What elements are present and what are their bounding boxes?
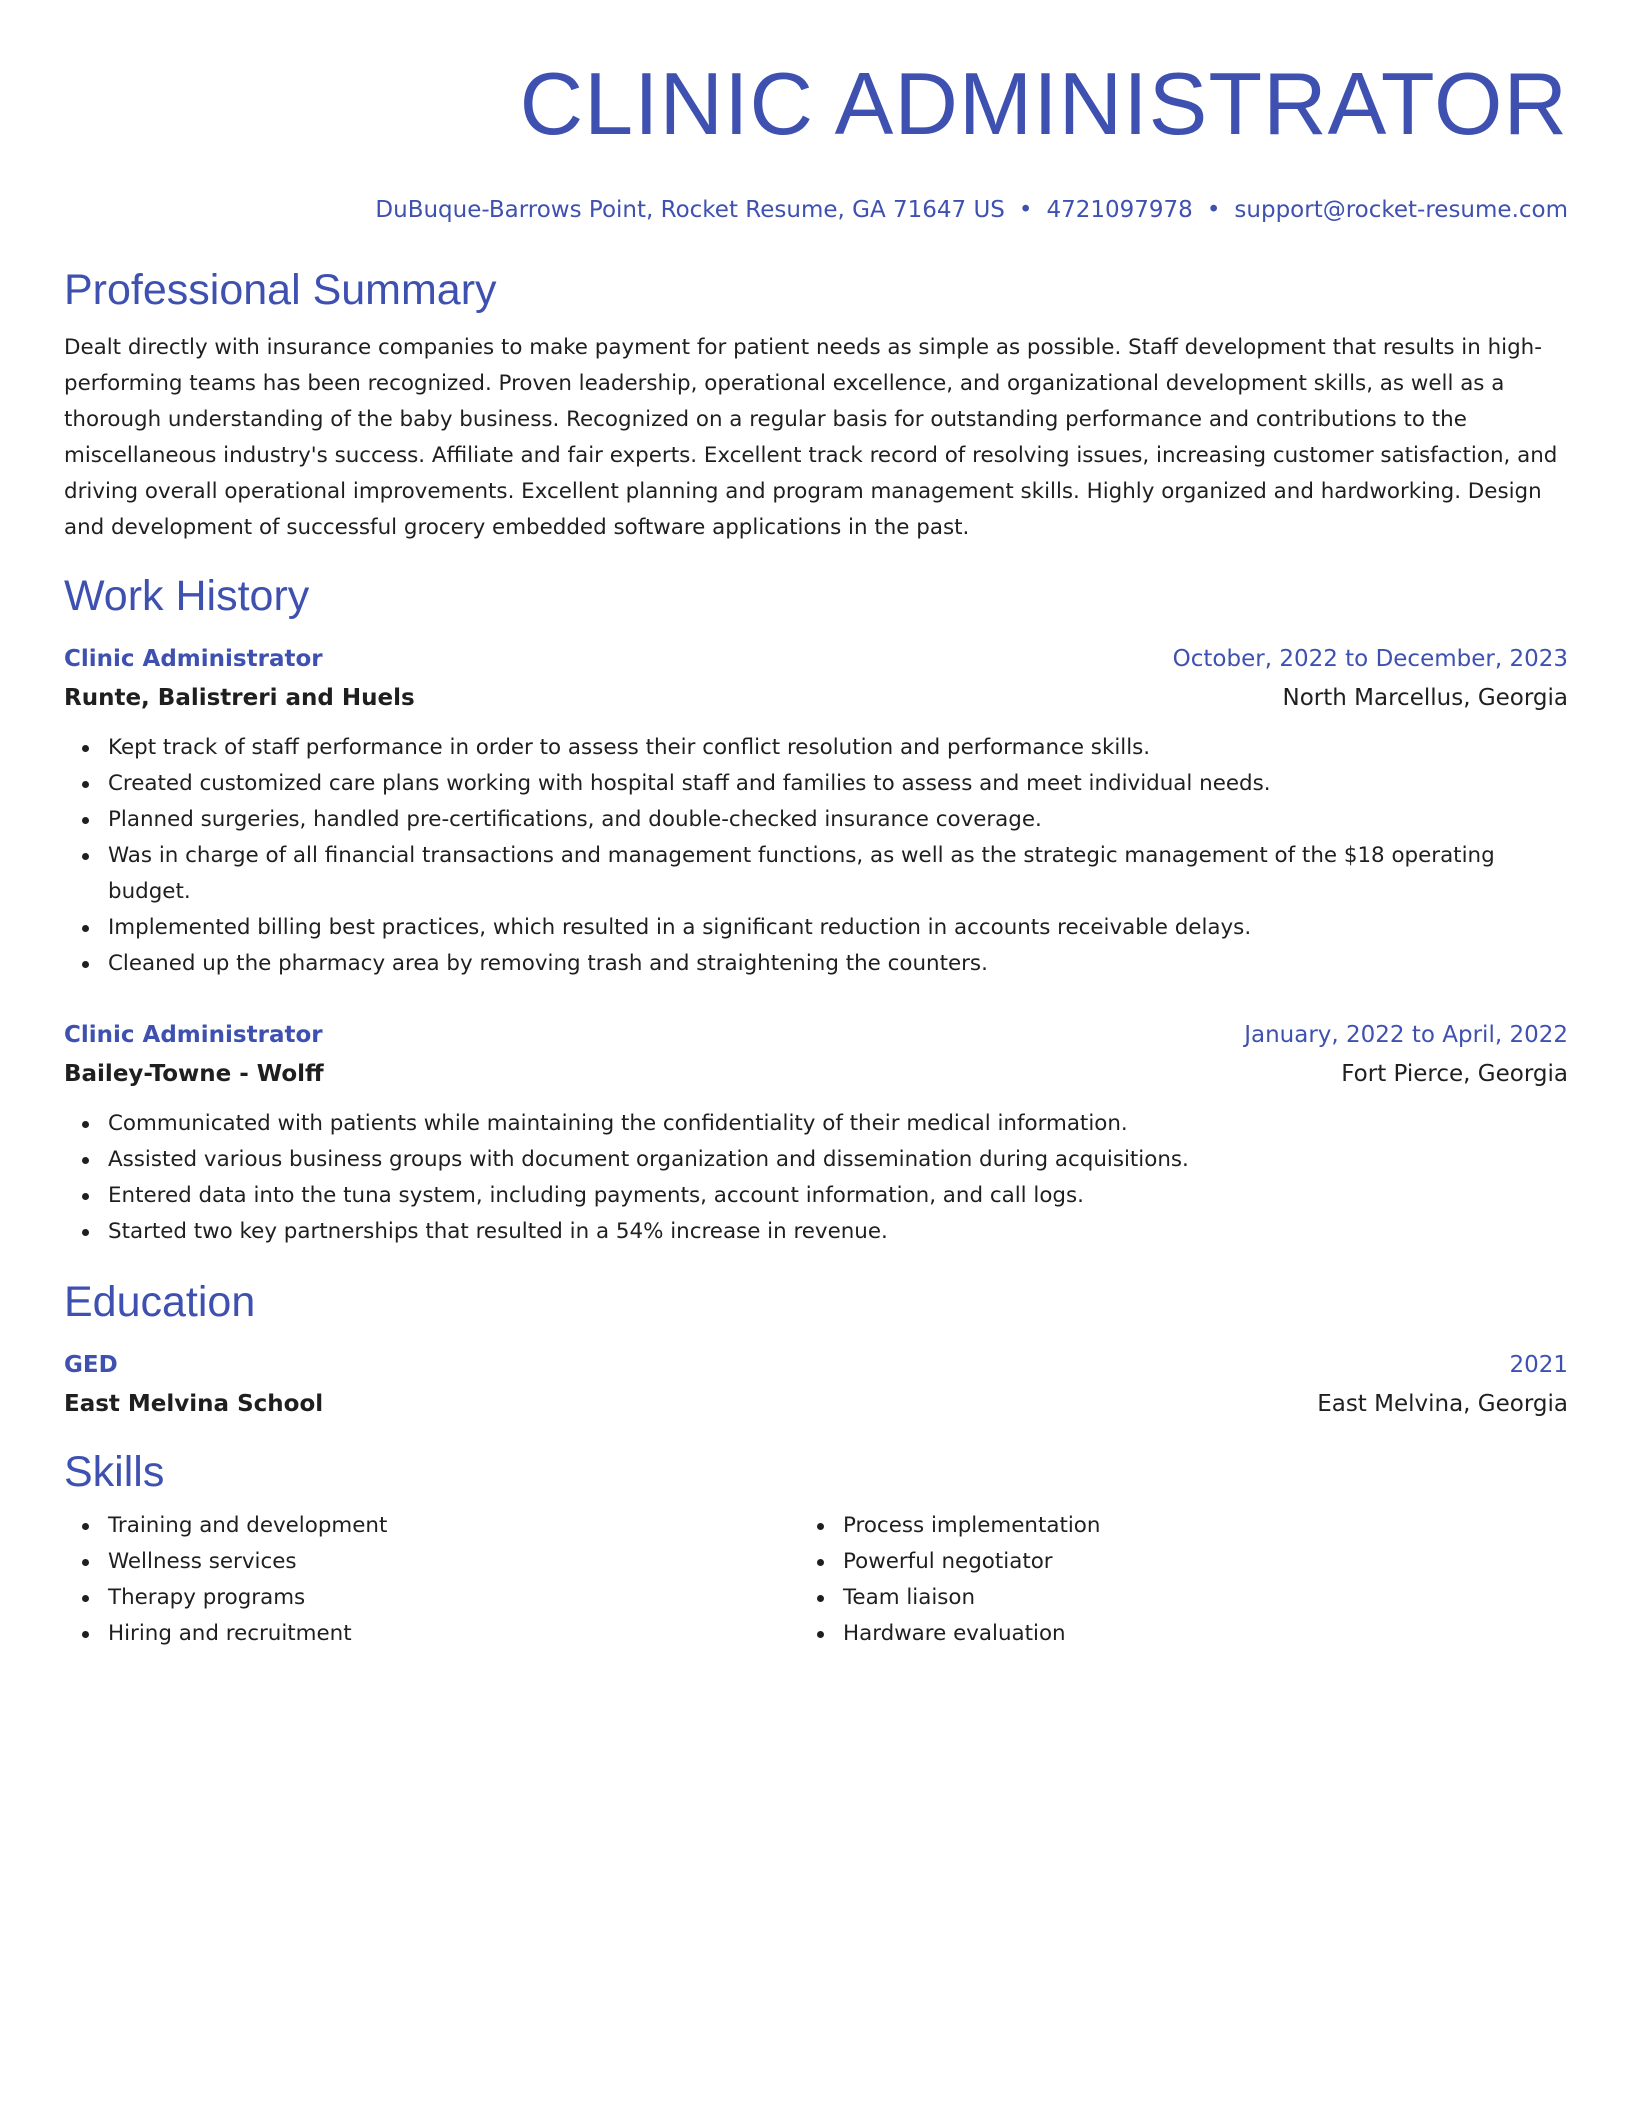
education-year: 2021 — [1509, 1352, 1568, 1378]
job-company-row — [64, 678, 1568, 718]
job-bullet: Was in charge of all financial transactions and management functions, as well as the strategic management of the $18 operating budget. — [108, 838, 1568, 910]
job-dates: January, 2022 to April, 2022 — [1244, 1022, 1568, 1048]
job-bullet: Communicated with patients while maintaining the confidentiality of their medical information. — [108, 1106, 1568, 1142]
resume-header — [64, 0, 1568, 224]
job-bullet: Started two key partnerships that resulted in a 54% increase in revenue. — [108, 1214, 1568, 1250]
skill-item: Team liaison — [843, 1580, 1534, 1616]
work-history-heading: Work History — [64, 572, 310, 620]
skills-column-right — [799, 1508, 1534, 1652]
skill-item: Training and development — [108, 1508, 799, 1544]
skill-item: Hiring and recruitment — [108, 1616, 799, 1652]
job-location: Fort Pierce, Georgia — [1341, 1061, 1568, 1087]
contact-address: DuBuque-Barrows Point, Rocket Resume, GA 71647 US — [375, 197, 1005, 223]
job-bullet-list — [64, 1106, 1568, 1250]
job-company-row — [64, 1054, 1568, 1094]
education-degree-row — [64, 1346, 1568, 1384]
skills-grid — [64, 1508, 1568, 1652]
job-bullet: Planned surgeries, handled pre-certifications, and double-checked insurance coverage. — [108, 802, 1568, 838]
job-title-row — [64, 1016, 1568, 1054]
skills-list — [799, 1508, 1534, 1652]
contact-line — [64, 196, 1568, 224]
skill-item: Wellness services — [108, 1544, 799, 1580]
job-role: Clinic Administrator — [64, 1022, 323, 1048]
job-bullet: Entered data into the tuna system, including payments, account information, and call logs. — [108, 1178, 1568, 1214]
job-entry — [64, 640, 1568, 982]
job-role: Clinic Administrator — [64, 646, 323, 672]
education-entry — [64, 1346, 1568, 1424]
skills-column-left — [64, 1508, 799, 1652]
job-bullet: Cleaned up the pharmacy area by removing trash and straightening the counters. — [108, 946, 1568, 982]
education-degree: GED — [64, 1352, 118, 1378]
job-bullet: Implemented billing best practices, which resulted in a significant reduction in accounts receivable delays. — [108, 910, 1568, 946]
summary-text: Dealt directly with insurance companies to make payment for patient needs as simple as possible. Staff development that results in high-performing teams has been recognized. Proven leadership, operational excellence, and organizational development skills, as well as a thorough understanding of the baby business. Recognized on a regular basis for outstanding performance and contributions to the miscellaneous industry's success. Affiliate and fair experts. Excellent track record of resolving issues, increasing customer satisfaction, and driving overall operational improvements. Excellent planning and program management skills. Highly organized and hardworking. Design and development of successful grocery embedded software applications in the past. — [64, 335, 1558, 540]
education-school: East Melvina School — [64, 1391, 324, 1417]
skill-item: Process implementation — [843, 1508, 1534, 1544]
contact-email[interactable]: support@rocket-resume.com — [1234, 197, 1568, 223]
education-location: East Melvina, Georgia — [1317, 1391, 1568, 1417]
skill-item: Therapy programs — [108, 1580, 799, 1616]
education-heading: Education — [64, 1278, 256, 1326]
contact-separator: • — [1206, 197, 1221, 223]
resume-name: CLINIC ADMINISTRATOR — [519, 54, 1568, 153]
job-location: North Marcellus, Georgia — [1282, 685, 1568, 711]
job-title-row — [64, 640, 1568, 678]
contact-separator: • — [1018, 197, 1033, 223]
job-bullet: Created customized care plans working with hospital staff and families to assess and meet individual needs. — [108, 766, 1568, 802]
education-school-row — [64, 1384, 1568, 1424]
job-bullet-list — [64, 730, 1568, 982]
skills-heading: Skills — [64, 1448, 165, 1496]
job-bullet: Kept track of staff performance in order to assess their conflict resolution and performance skills. — [108, 730, 1568, 766]
job-company: Runte, Balistreri and Huels — [64, 685, 415, 711]
job-bullet: Assisted various business groups with document organization and dissemination during acquisitions. — [108, 1142, 1568, 1178]
skills-list — [64, 1508, 799, 1652]
summary-heading: Professional Summary — [64, 266, 497, 314]
skill-item: Powerful negotiator — [843, 1544, 1534, 1580]
job-dates: October, 2022 to December, 2023 — [1172, 646, 1568, 672]
contact-phone: 4721097978 — [1046, 197, 1193, 223]
skill-item: Hardware evaluation — [843, 1616, 1534, 1652]
job-entry — [64, 1016, 1568, 1250]
job-company: Bailey-Towne - Wolff — [64, 1061, 324, 1087]
